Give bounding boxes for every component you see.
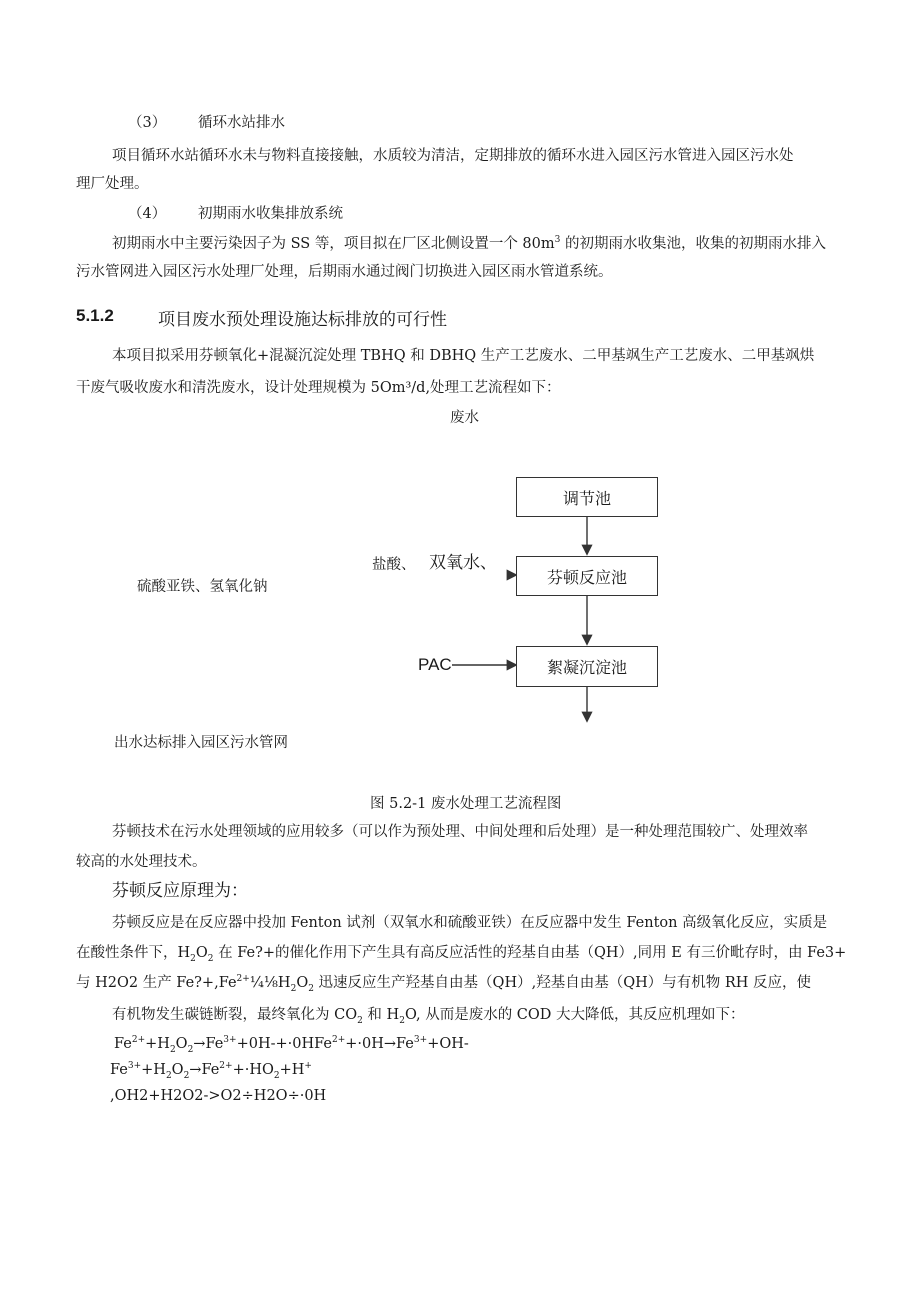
flow-box-equalization-tank: 调节池	[516, 477, 658, 517]
principle-title: 芬顿反应原理为：	[112, 881, 248, 901]
equation-3: ,OH2+H2O2->O2÷H2O÷·0H	[110, 1088, 327, 1104]
section-4-text-line1: 初期雨水中主要污染因子为 SS 等，项目拟在厂区北侧设置一个 $80m^3$ 的初期雨水收集池，收集的初期雨水排入	[112, 235, 826, 252]
equation-1: $Fe^{2+}+H_2O_2\to Fe^{3+}+0H-+\cdot 0HFe^{2+}+\cdot 0H\to Fe^{3+}+OH-$	[114, 1035, 469, 1055]
flow-box-fenton-reactor: 芬顿反应池	[516, 556, 658, 596]
equation-2: $Fe^{3+}+H_2O_2\to Fe^{2+}+\cdot HO_2+H^+$	[110, 1061, 312, 1081]
flow-input-label: 废水	[450, 410, 479, 426]
flow-chemical-h2o2: 双氧水、	[429, 553, 497, 573]
flow-box-flocculation-tank: 絮凝沉淀池	[516, 646, 658, 687]
section-heading-number: 5.1.2	[76, 306, 114, 325]
section-3-number: （3）	[128, 115, 167, 131]
flow-chemical-hcl: 盐酸、	[372, 557, 416, 573]
section-3-text-line2: 理厂处理。	[76, 176, 149, 192]
section-4-title: 初期雨水收集排放系统	[198, 206, 343, 222]
section-4-number: （4）	[128, 206, 167, 222]
fenton-intro-line2: 较高的水处理技术。	[76, 854, 207, 870]
flow-output-label: 出水达标排入园区污水管网	[114, 735, 288, 751]
principle-line3: 与 H2O2 生产 $Fe?+,Fe^{2+}\frac{1}{4}\frac{1}{8}H_2O_2$ 迅速反应生产羟基自由基（QH）,羟基自由基（QH）与有机物 RH 反应，使	[76, 974, 812, 994]
section-heading-title: 项目废水预处理设施达标排放的可行性	[158, 310, 447, 330]
intro-line2: 干废气吸收废水和清洗废水，设计处理规模为 5Om³/d,处理工艺流程如下：	[76, 380, 561, 396]
section-3-title: 循环水站排水	[198, 115, 285, 131]
section-4-text-line2: 污水管网进入园区污水处理厂处理，后期雨水通过阀门切换进入园区雨水管道系统。	[76, 264, 613, 280]
principle-line1: 芬顿反应是在反应器中投加 Fenton 试剂（双氧水和硫酸亚铁）在反应器中发生 Fenton 高级氧化反应，实质是	[112, 915, 828, 931]
principle-line2: 在酸性条件下，$H_2O_2$ 在 Fe?+的催化作用下产生具有高反应活性的羟基自由基（QH）,同用 E 有三价毗存时，由 Fe3+	[76, 945, 847, 964]
section-3-text-line1: 项目循环水站循环水未与物料直接接触，水质较为清洁，定期排放的循环水进入园区污水管进入园区污水处	[112, 148, 794, 164]
intro-line1: 本项目拟采用芬顿氧化+混凝沉淀处理 TBHQ 和 DBHQ 生产工艺废水、二甲基飒生产工艺废水、二甲基飒烘	[112, 348, 815, 364]
fenton-intro-line1: 芬顿技术在污水处理领域的应用较多（可以作为预处理、中间处理和后处理）是一种处理范围较广、处理效率	[112, 824, 808, 840]
flow-pac-label: PAC	[418, 655, 452, 674]
flow-chemical-feso4-naoh: 硫酸亚铁、氢氧化钠	[137, 579, 268, 595]
figure-caption: 图 5.2-1 废水处理工艺流程图	[370, 796, 562, 812]
principle-line4: 有机物发生碳链断裂，最终氧化为 $CO_2$ 和 $H_2O$, 从而是废水的 COD 大大降低，其反应机理如下：	[112, 1007, 745, 1026]
